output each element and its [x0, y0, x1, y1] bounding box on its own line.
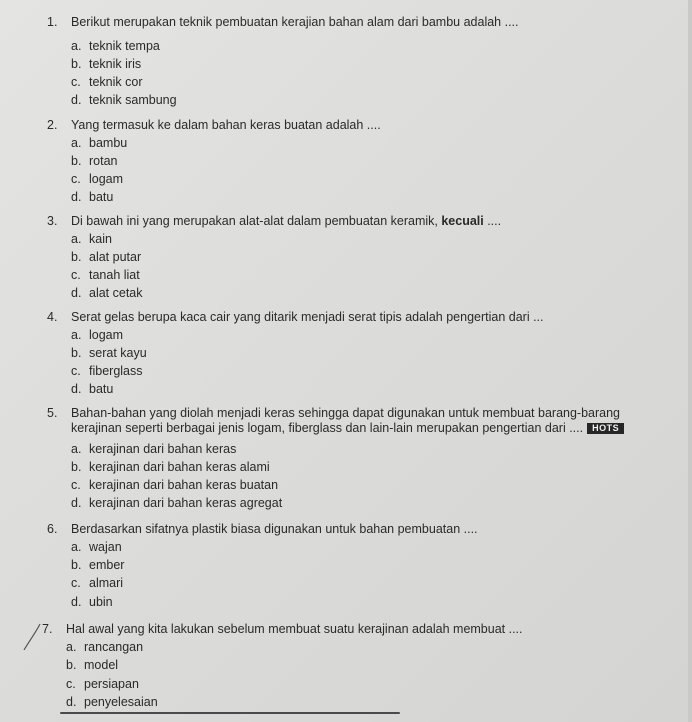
option-6a: a. wajan: [71, 540, 122, 554]
question-text: Yang termasuk ke dalam bahan keras buatan adalah ....: [71, 118, 381, 132]
option-3d: d. alat cetak: [71, 286, 143, 300]
option-1d: d. teknik sambung: [71, 93, 177, 107]
option-5b: b. kerajinan dari bahan keras alami: [71, 460, 270, 474]
option-6c: c. almari: [71, 576, 124, 590]
question-number: 4.: [47, 310, 58, 324]
question-number: 7.: [42, 622, 53, 636]
question-number: 6.: [47, 522, 58, 536]
option-2d: d. batu: [71, 190, 114, 204]
option-6b: b. ember: [71, 558, 125, 572]
option-1b: b. teknik iris: [71, 57, 142, 71]
option-5c: c. kerajinan dari bahan keras buatan: [71, 478, 279, 492]
question-5: [47, 406, 659, 436]
question-text: Bahan-bahan yang diolah menjadi keras sehingga dapat digunakan untuk membuat barang-barang kerajinan seperti berbagai jenis logam, fiberglass dan lain-lain merupakan pengertian dari .... HOTS: [71, 406, 659, 436]
pencil-check-mark: [18, 620, 48, 660]
option-1a: a. teknik tempa: [71, 39, 160, 53]
question-number: 5.: [47, 406, 58, 420]
option-3b: b. alat putar: [71, 250, 142, 264]
option-7c: c. persiapan: [66, 677, 139, 691]
question-text: Berikut merupakan teknik pembuatan kerajian bahan alam dari bambu adalah ....: [71, 15, 519, 29]
question-text: Serat gelas berupa kaca cair yang ditarik menjadi serat tipis adalah pengertian dari ...: [71, 310, 544, 324]
question-text: Hal awal yang kita lakukan sebelum membuat suatu kerajinan adalah membuat ....: [66, 622, 523, 636]
question-3: [47, 214, 659, 229]
option-4b: b. serat kayu: [71, 346, 147, 360]
question-number: 2.: [47, 118, 58, 132]
option-4c: c. fiberglass: [71, 364, 143, 378]
option-2a: a. bambu: [71, 136, 128, 150]
option-1c: c. teknik cor: [71, 75, 143, 89]
option-3c: c. tanah liat: [71, 268, 140, 282]
question-4: [47, 310, 659, 325]
option-7b: b. model: [66, 658, 119, 672]
option-5d: d. kerajinan dari bahan keras agregat: [71, 496, 283, 510]
option-6d: d. ubin: [71, 595, 113, 609]
question-text: Di bawah ini yang merupakan alat-alat dalam pembuatan keramik, kecuali ....: [71, 214, 502, 228]
option-7d: d. penyelesaian: [66, 695, 158, 709]
question-6: [47, 522, 659, 537]
question-2: [47, 118, 659, 133]
option-2b: b. rotan: [71, 154, 118, 168]
question-number: 1.: [47, 15, 58, 29]
option-4a: a. logam: [71, 328, 124, 342]
option-4d: d. batu: [71, 382, 114, 396]
question-7: [42, 622, 654, 637]
hots-badge: HOTS: [587, 423, 624, 434]
page-edge: [688, 0, 692, 722]
page-bottom-rule: [60, 712, 400, 714]
question-number: 3.: [47, 214, 58, 228]
question-text: Berdasarkan sifatnya plastik biasa digunakan untuk bahan pembuatan ....: [71, 522, 478, 536]
question-1: [47, 15, 659, 30]
option-7a: a. rancangan: [66, 640, 144, 654]
option-5a: a. kerajinan dari bahan keras: [71, 442, 237, 456]
option-2c: c. logam: [71, 172, 124, 186]
option-3a: a. kain: [71, 232, 112, 246]
